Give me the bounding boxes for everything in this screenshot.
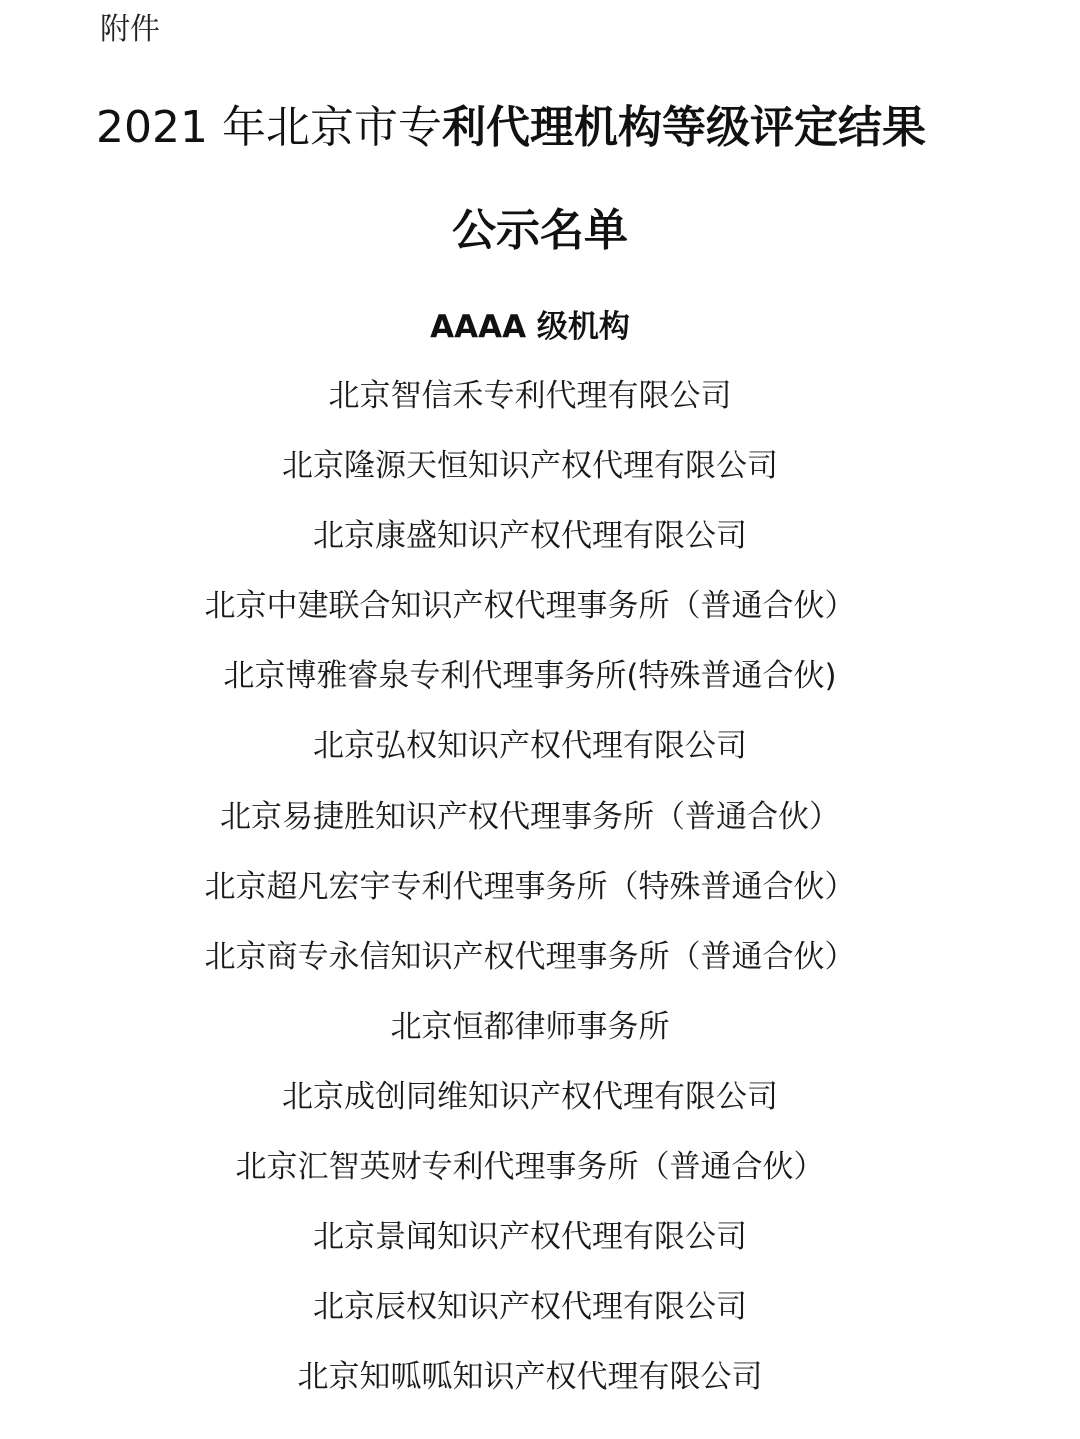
- organization-item: 北京商专永信知识产权代理事务所（普通合伙）: [204, 938, 856, 975]
- grade-heading: AAAA 级机构: [430, 309, 630, 345]
- attachment-label: 附件: [100, 12, 160, 47]
- organization-item: 北京隆源天恒知识产权代理有限公司: [282, 448, 778, 485]
- organization-item: 北京汇智英财专利代理事务所（普通合伙）: [235, 1149, 825, 1186]
- title-regular-part: 2021 年北京市专: [96, 102, 442, 153]
- organization-item: 北京康盛知识产权代理有限公司: [313, 518, 747, 555]
- organization-item: 北京智信禾专利代理有限公司: [328, 378, 732, 414]
- organization-item: 北京恒都律师事务所: [390, 1008, 670, 1045]
- organization-item: 北京易捷胜知识产权代理事务所（普通合伙）: [220, 798, 840, 835]
- organization-item: 北京辰权知识产权代理有限公司: [313, 1289, 747, 1326]
- organization-item: 北京博雅睿泉专利代理事务所(特殊普通合伙): [223, 658, 837, 695]
- document-title: [0, 100, 1080, 156]
- organization-item: 北京景闻知识产权代理有限公司: [313, 1219, 747, 1256]
- organization-item: 北京超凡宏宇专利代理事务所（特殊普通合伙）: [204, 868, 856, 905]
- organization-item: 北京知呱呱知识产权代理有限公司: [297, 1359, 763, 1396]
- organization-item: 北京中建联合知识产权代理事务所（普通合伙）: [204, 588, 856, 625]
- organization-item: 北京成创同维知识产权代理有限公司: [282, 1078, 778, 1115]
- title-bold-part: 利代理机构等级评定结果: [441, 102, 926, 153]
- organization-list: [0, 372, 1080, 1423]
- document-subtitle: 公示名单: [452, 205, 628, 256]
- organization-item: 北京弘权知识产权代理有限公司: [313, 728, 747, 765]
